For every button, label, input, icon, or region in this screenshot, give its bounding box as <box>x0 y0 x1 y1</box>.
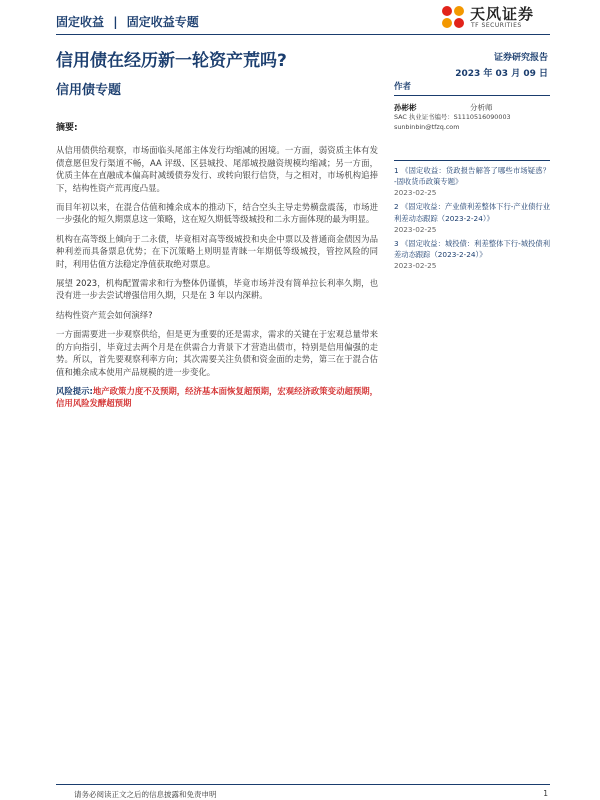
author-sac: SAC 执业证书编号：S1110516090003 <box>394 113 511 121</box>
author-name: 孙彬彬 <box>394 103 417 112</box>
header-separator: | <box>113 15 118 29</box>
paragraph: 而目年初以来，在混合估值和摊余成本的推动下，结合空头主导走势横盘震荡，市场进一步强化的短久期票息这一策略，这在短久期低等级城投和二永方面体现的最为明显。 <box>56 202 378 225</box>
report-subtitle: 信用债专题 <box>56 83 122 98</box>
related-reports <box>394 160 550 270</box>
report-title: 信用债在经历新一轮资产荒吗? <box>56 51 287 71</box>
report-date: 2023 年 03 月 09 日 <box>455 69 548 79</box>
author-role: 分析师 <box>470 103 493 112</box>
related-report-link[interactable]: 3 《固定收益：城投债：利差整体下行-城投债利差动态跟踪（2023-2-24）》 <box>394 238 550 260</box>
related-report-link[interactable]: 2 《固定收益：产业债利差整体下行-产业债行业利差动态跟踪（2023-2-24）》 <box>394 202 550 223</box>
author-line <box>394 102 550 113</box>
footer-divider <box>56 784 550 785</box>
header-divider <box>56 34 550 35</box>
paragraph: 从信用债供给观察，市场面临头尾部主体发行均缩减的困境。一方面，弱资质主体有发债意愿但发行渠道不畅，AA 评级、区县城投、尾部城投融资规模均缩减；另一方面，优质主体在直融成本偏高时减缓债券发行、或转向银行信贷，与之相对，市场机构追捧下，结构性资产荒再度凸显。 <box>56 145 378 193</box>
abstract-label: 摘要: <box>56 123 78 133</box>
main-content <box>56 122 378 417</box>
related-report-date: 2023-02-25 <box>394 224 437 234</box>
paragraph: 一方面需要进一步观察供给，但是更为重要的还是需求，需求的关键在于宏观总量带来的方向指引，毕竟过去两个月是在供需合力背景下才营造出债市，特别是信用偏强的走势。所以，首先要观察利率方向；其次需要关注负债和资金面的走势，第三在于混合估值和摊余成本使用产品规模的进一步变化。 <box>56 329 378 377</box>
paragraph: 机构在高等级上倾向于二永债，毕竟相对高等级城投和央企中票以及普通商金债因为品种利差而具备票息优势；在下沉策略上则明显青睐一年期低等级城投，管控风险的同时，利用估值方法稳定净值获取绝对票息。 <box>56 233 378 269</box>
report-type: 证券研究报告 <box>493 53 548 63</box>
author-label: 作者 <box>394 80 550 96</box>
risk-label: 风险提示: <box>56 385 93 396</box>
company-logo <box>440 2 560 34</box>
related-report-link[interactable]: 1 《固定收益：货政报告解答了哪些市场疑惑？ -固收货币政策专题》 <box>394 166 550 187</box>
related-report-date: 2023-02-25 <box>394 188 437 198</box>
related-report-date: 2023-02-25 <box>394 261 437 271</box>
header-breadcrumb <box>56 13 199 30</box>
logo-text-en: TF SECURITIES <box>471 22 522 29</box>
logo-mark-icon <box>440 4 466 30</box>
paragraph: 结构性资产荒会如何演绎? <box>56 309 153 320</box>
logo-text-cn: 天风证券 <box>470 5 535 23</box>
header-category: 固定收益 <box>56 15 105 29</box>
author-email[interactable]: sunbinbin@tfzq.com <box>394 122 460 131</box>
page-number: 1 <box>543 789 548 798</box>
sidebar <box>394 80 550 274</box>
footer-disclaimer: 请务必阅读正文之后的信息披露和免责申明 <box>74 790 217 799</box>
risk-warning <box>56 385 378 410</box>
header-section: 固定收益专题 <box>126 15 199 29</box>
risk-text: 地产政策力度不及预期，经济基本面恢复超预期，宏观经济政策变动超预期，信用风险发酵超预期 <box>56 385 378 409</box>
paragraph: 展望 2023，机构配置需求和行为整体仍谨慎，毕竟市场并没有简单拉长利率久期，也没有进一步去尝试增强信用久期，只是在 3 年以内深耕。 <box>56 278 378 301</box>
